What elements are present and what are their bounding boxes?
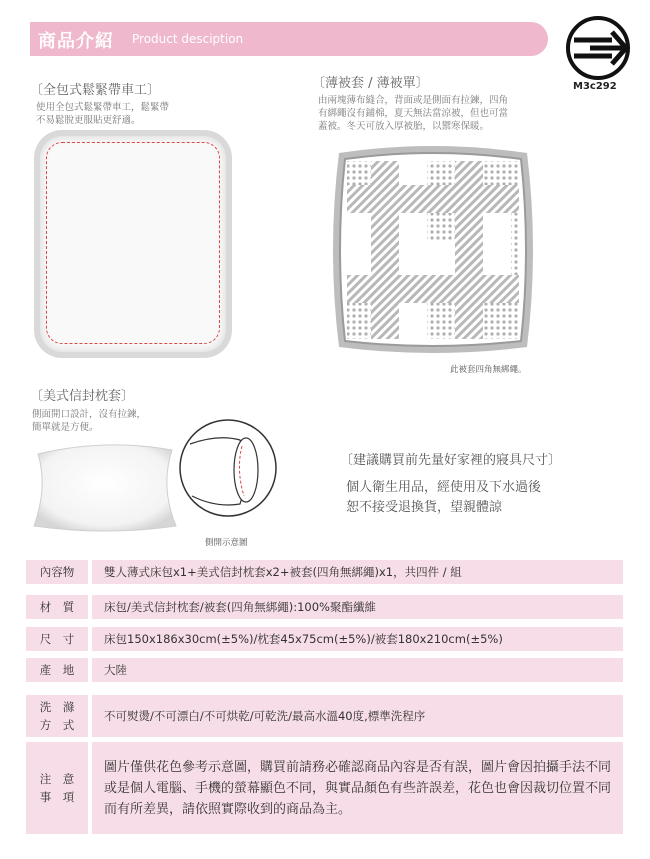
spec-label-washing-line2: 方 式 — [39, 718, 75, 732]
hygiene-notice-1: 個人衛生用品，經使用及下水過後 — [346, 480, 542, 495]
fitted-sheet-title: 〔全包式鬆緊帶車工〕 — [30, 83, 161, 98]
page-title: 商品介紹 — [38, 31, 114, 52]
spec-value-notice: 圖片僅供花色參考示意圖，購買前請務必確認商品內容是否有誤，圖片會因拍攝手法不同或是個人電腦、手機的螢幕顯色不同，與實品顏色有些許誤差，花色也會因裁切位置不同而有所差異，請依照實際收到的商品為主。 — [92, 742, 623, 834]
pillowcase-desc-2: 簡單就是方便。 — [32, 422, 99, 433]
duvet-desc-2: 有綁繩沒有鋪棉，夏天無法當涼被，但也可當 — [318, 108, 509, 119]
spec-value-origin: 大陸 — [92, 658, 623, 682]
spec-label-contents: 內容物 — [26, 560, 88, 584]
elastic-stitch-line — [46, 142, 220, 344]
spec-value-material: 床包/美式信封枕套/被套(四角無綁繩):100%聚酯纖維 — [92, 595, 623, 619]
spec-label-washing — [26, 695, 88, 737]
page-subtitle: Product desciption — [132, 32, 244, 46]
side-opening-diagram — [178, 410, 278, 530]
duvet-title: 〔薄被套 / 薄被單〕 — [312, 76, 429, 91]
duvet-desc-3: 蓋被。冬天可放入厚被胎，以禦寒保暖。 — [318, 121, 490, 132]
size-advice-title: 〔建議購買前先量好家裡的寢具尺寸〕 — [340, 453, 562, 468]
pillowcase-desc-1: 側面開口設計，沒有拉鍊， — [32, 409, 147, 420]
spec-label-notice-line2: 事 項 — [39, 790, 75, 804]
spec-label-origin: 產 地 — [26, 658, 88, 682]
spec-label-washing-line1: 洗 滌 — [39, 700, 75, 714]
spec-value-size: 床包150x186x30cm(±5%)/枕套45x75cm(±5%)/被套180x210cm(±5%) — [92, 627, 623, 651]
spec-label-material: 材 質 — [26, 595, 88, 619]
certification-code: M3c292 — [573, 81, 617, 92]
spec-label-notice-line1: 注 意 — [39, 772, 75, 786]
spec-value-washing: 不可熨燙/不可漂白/不可烘乾/可乾洗/最高水溫40度,標準洗程序 — [92, 695, 623, 737]
spec-value-contents: 雙人薄式床包x1+美式信封枕套x2+被套(四角無綁繩)x1，共四件 / 組 — [92, 560, 623, 584]
pillowcase-title: 〔美式信封枕套〕 — [30, 389, 135, 404]
hygiene-notice-2: 恕不接受退換貨，望親體諒 — [346, 500, 503, 515]
spec-label-size: 尺 寸 — [26, 627, 88, 651]
duvet-cover-illustration — [333, 145, 533, 355]
pillow-icon — [30, 440, 180, 535]
spec-label-notice — [26, 742, 88, 834]
duvet-caption: 此被套四角無綁繩。 — [450, 365, 527, 375]
duvet-desc-1: 由兩塊薄布縫合，背面或是側面有拉鍊，四角 — [318, 95, 509, 106]
fitted-sheet-desc-1: 使用全包式鬆緊帶車工，鬆緊帶 — [36, 102, 170, 113]
pillowcase-caption: 側開示意圖 — [205, 538, 248, 548]
fitted-sheet-desc-2: 不易鬆脫更服貼更舒適。 — [36, 115, 141, 126]
